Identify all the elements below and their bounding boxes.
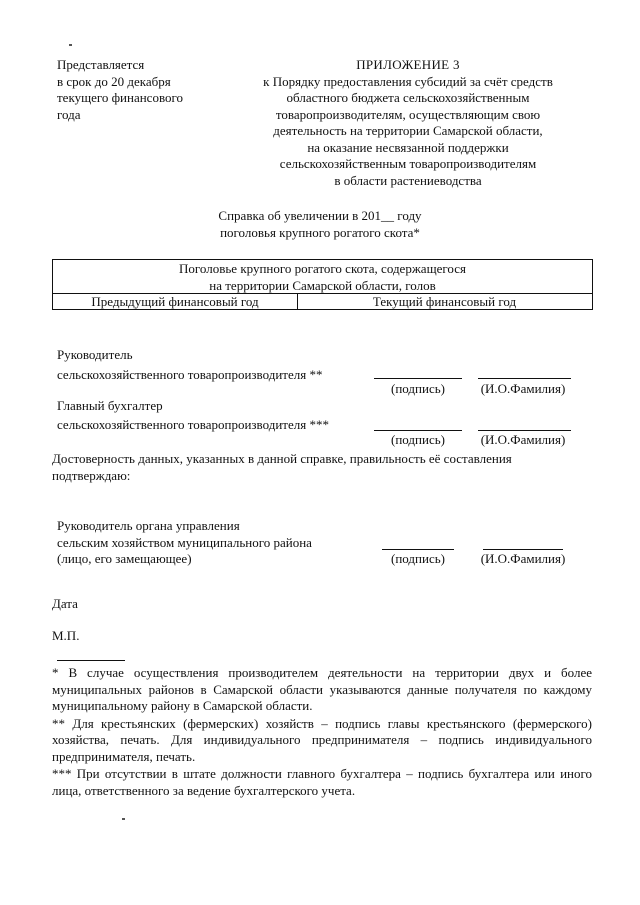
confirmation-text: [52, 451, 597, 484]
signatory-line: Главный бухгалтер: [57, 398, 163, 413]
footnote-3: *** При отсутствии в штате должности главного бухгалтера – подпись бухгалтера или иного лица, ответственного за ведение бухгалтерского учета.: [52, 766, 592, 798]
appendix-line: в области растениеводства: [334, 172, 482, 188]
footnotes: [52, 665, 592, 800]
deadline-line: года: [57, 106, 81, 122]
municipal-signatory-label: [57, 518, 387, 568]
scan-mark: [69, 44, 72, 46]
appendix-line: на оказание несвязанной поддержки: [307, 139, 509, 155]
seal-label: М.П.: [52, 628, 80, 643]
submission-deadline-note: [57, 57, 217, 123]
scan-mark: [122, 818, 125, 820]
livestock-table: [52, 259, 593, 310]
signature-caption: (подпись): [391, 551, 445, 566]
document-title: [160, 208, 480, 241]
name-field[interactable]: [483, 549, 563, 550]
signatory-line: сельским хозяйством муниципального района: [57, 534, 312, 550]
name-field[interactable]: [478, 430, 571, 431]
confirmation-line: подтверждаю:: [52, 467, 131, 483]
signatory-line: Руководитель органа управления: [57, 518, 240, 533]
appendix-line: к Порядку предоставления субсидий за счёт средств: [263, 73, 553, 89]
deadline-line: в срок до 20 декабря: [57, 73, 171, 89]
signatory-line: (лицо, его замещающее): [57, 551, 192, 566]
appendix-line: товаропроизводителям, осуществляющим свою: [275, 106, 541, 122]
appendix-header: [223, 57, 593, 189]
deadline-line: текущего финансового: [57, 90, 184, 105]
date-label: Дата: [52, 596, 78, 611]
name-caption: (И.О.Фамилия): [480, 381, 566, 396]
appendix-line: сельскохозяйственным товаропроизводителям: [279, 156, 537, 171]
footnote-1: * В случае осуществления производителем деятельности на территории двух и более муниципальных районов в Самарской области указываются данные получателя по каждому муниципальному району в Самарской области.: [52, 665, 592, 713]
signatory-line: сельскохозяйственного товаропроизводителя **: [57, 366, 323, 382]
name-field[interactable]: [478, 378, 571, 379]
accountant-signatory-label: [57, 398, 387, 433]
signature-field[interactable]: [374, 378, 462, 379]
column-current-year: Текущий финансовый год: [372, 294, 517, 309]
table-header: [53, 260, 592, 294]
name-caption: (И.О.Фамилия): [480, 551, 566, 566]
deadline-line: Представляется: [57, 57, 145, 72]
table-header-line: на территории Самарской области, голов: [209, 277, 436, 293]
signature-field[interactable]: [374, 430, 462, 431]
signature-field[interactable]: [382, 549, 454, 550]
footnote-divider: [57, 660, 125, 661]
appendix-line: областного бюджета сельскохозяйственным: [286, 90, 530, 105]
title-line: Справка об увеличении в 201__ году: [218, 208, 422, 223]
signature-caption: (подпись): [391, 432, 445, 447]
name-caption: (И.О.Фамилия): [480, 432, 566, 447]
column-previous-year: Предыдущий финансовый год: [53, 294, 298, 310]
appendix-line: деятельность на территории Самарской области,: [273, 123, 543, 138]
signatory-line: Руководитель: [57, 347, 133, 362]
table-header-line: Поголовье крупного рогатого скота, содержащегося: [179, 261, 466, 276]
confirmation-line: Достоверность данных, указанных в данной справке, правильность её составления: [52, 451, 512, 466]
signature-caption: (подпись): [391, 381, 445, 396]
head-signatory-label: [57, 347, 387, 383]
title-line: поголовья крупного рогатого скота*: [220, 224, 420, 240]
appendix-title: ПРИЛОЖЕНИЕ 3: [356, 57, 460, 72]
footnote-2: ** Для крестьянских (фермерских) хозяйств – подпись главы крестьянского (фермерского) хозяйства, печать. Для индивидуального предпринимателя – подпись индивидуального предпринимателя, печать.: [52, 715, 592, 764]
signatory-line: сельскохозяйственного товаропроизводителя ***: [57, 416, 329, 432]
